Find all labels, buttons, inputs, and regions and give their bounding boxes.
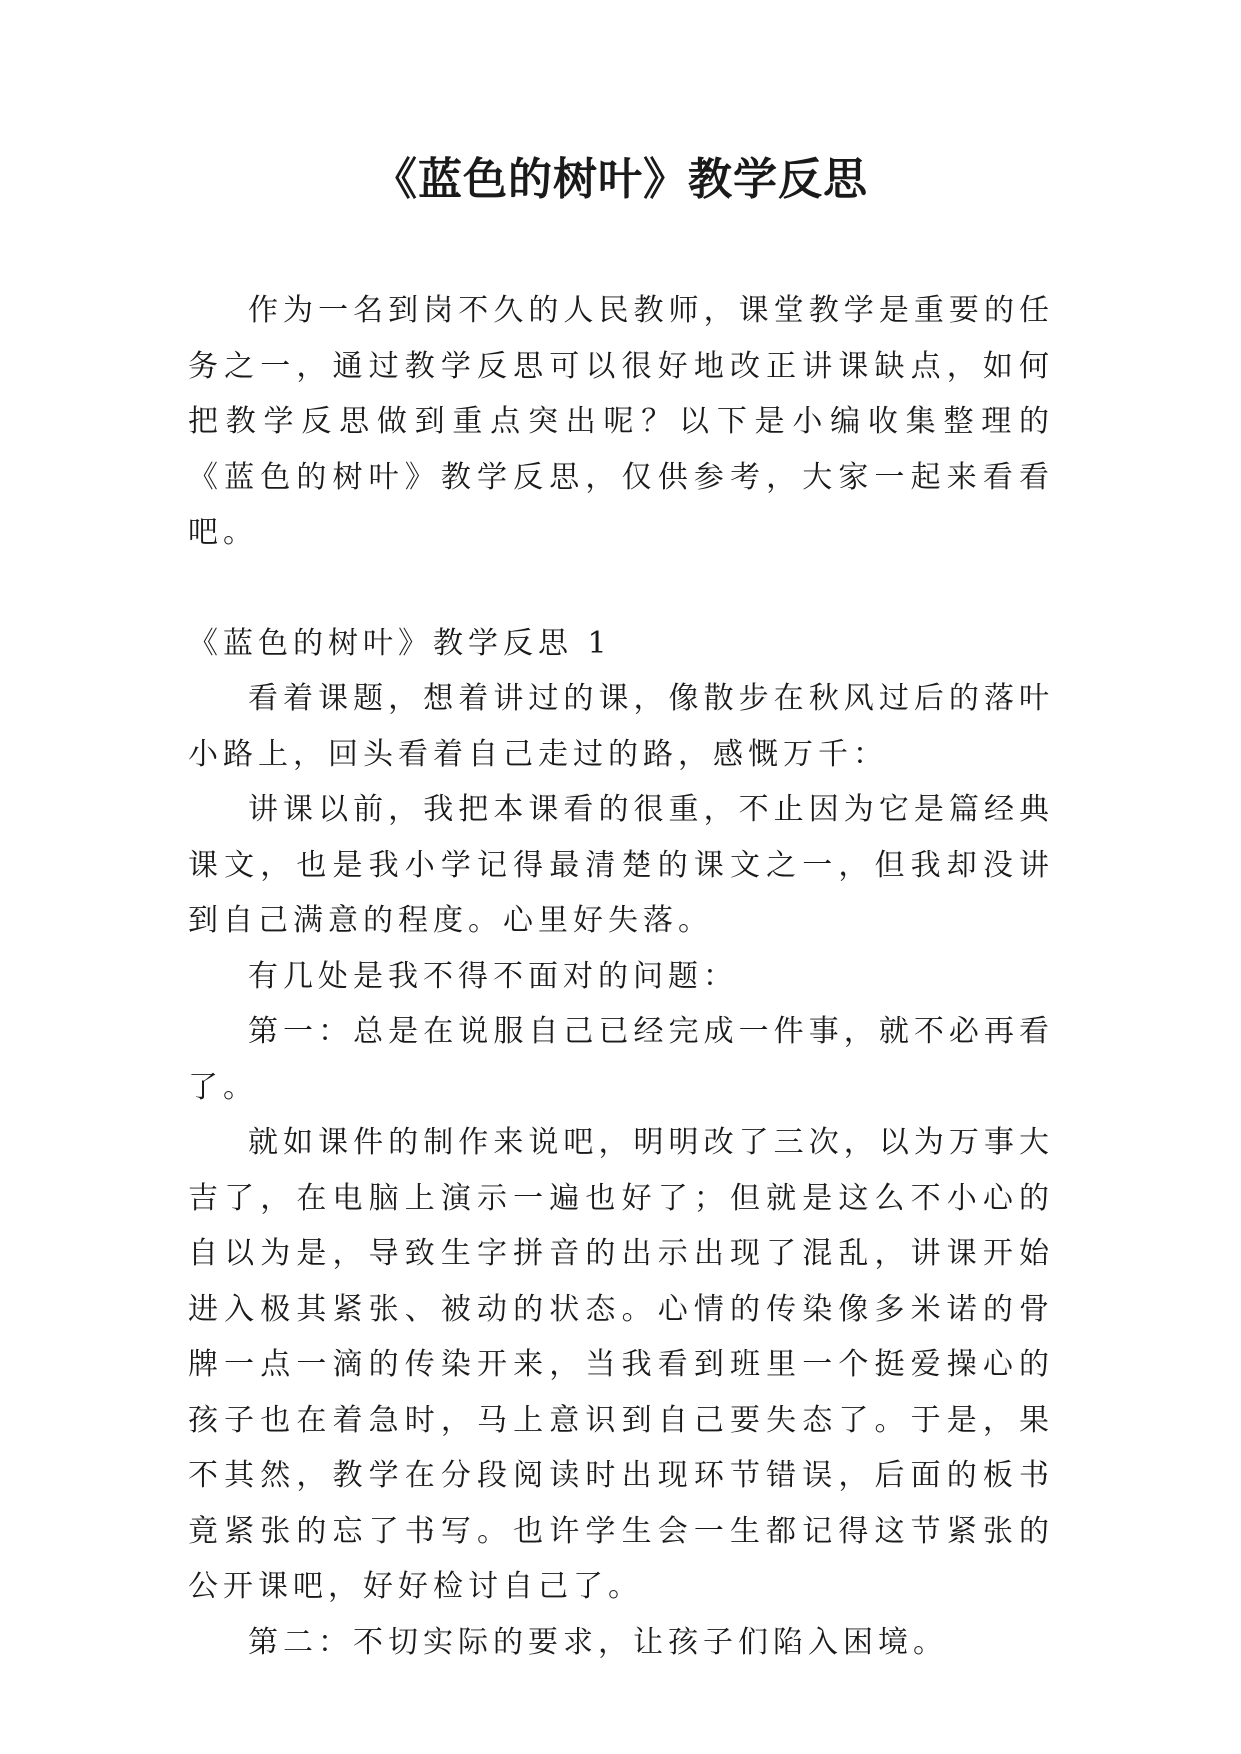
paragraph-3: 有几处是我不得不面对的问题： — [248, 958, 738, 994]
section-heading: 《蓝色的树叶》教学反思 1 — [188, 625, 612, 661]
paragraph-4: 第一：总是在说服自己已经完成一件事，就不必再看了。 — [188, 1014, 1054, 1105]
document-body — [188, 283, 1054, 1670]
paragraph-6: 第二：不切实际的要求，让孩子们陷入困境。 — [248, 1624, 948, 1660]
document-title: 《蓝色的树叶》教学反思 — [373, 154, 868, 205]
paragraph-5: 就如课件的制作来说吧，明明改了三次，以为万事大吉了，在电脑上演示一遍也好了；但就是这么不小心的自以为是，导致生字拼音的出示出现了混乱，讲课开始进入极其紧张、被动的状态。心情的传染像多米诺的骨牌一点一滴的传染开来，当我看到班里一个挺爱操心的孩子也在着急时，马上意识到自己要失态了。于是，果不其然，教学在分段阅读时出现环节错误，后面的板书竟紧张的忘了书写。也许学生会一生都记得这节紧张的公开课吧，好好检讨自己了。 — [188, 1125, 1054, 1604]
intro-paragraph: 作为一名到岗不久的人民教师，课堂教学是重要的任务之一，通过教学反思可以很好地改正讲课缺点，如何把教学反思做到重点突出呢？以下是小编收集整理的《蓝色的树叶》教学反思，仅供参考，大家一起来看看吧。 — [188, 293, 1054, 550]
paragraph-2: 讲课以前，我把本课看的很重，不止因为它是篇经典课文，也是我小学记得最清楚的课文之一，但我却没讲到自己满意的程度。心里好失落。 — [188, 792, 1054, 938]
paragraph-1: 看着课题，想着讲过的课，像散步在秋风过后的落叶小路上，回头看着自己走过的路，感慨万千： — [188, 681, 1054, 772]
